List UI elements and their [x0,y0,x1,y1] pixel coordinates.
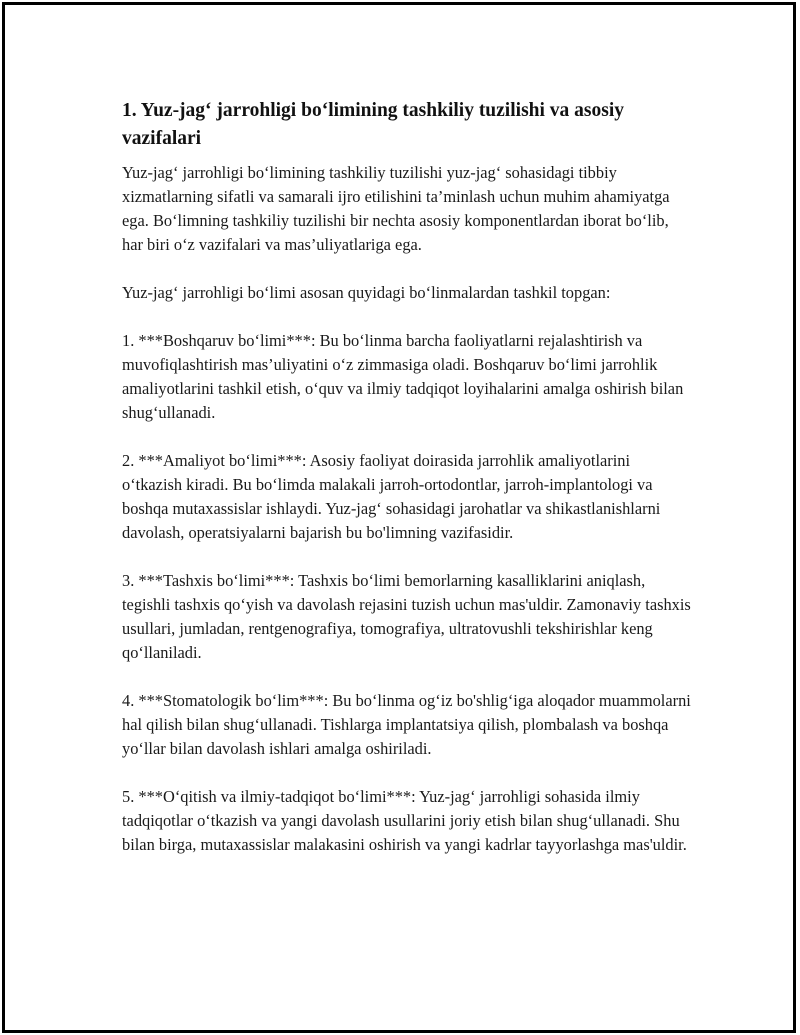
list-item-management: 1. ***Boshqaruv bo‘limi***: Bu bo‘linma barcha faoliyatlarni rejalashtirish va muvofiqlashtirish mas’uliyatini o‘z zimmasiga oladi. Boshqaruv bo‘limi jarrohlik amaliyotlarini tashkil etish, o‘quv va ilmiy tadqiqot loyihalarini amalga oshirish bilan shug‘ullanadi. [122,331,684,422]
list-item-diagnostics: 3. ***Tashxis bo‘limi***: Tashxis bo‘limi bemorlarning kasalliklarini aniqlash, tegishli tashxis qo‘yish va davolash rejasini tuzish uchun mas'uldir. Zamonaviy tashxis usullari, jumladan, rentgenografiya, tomografiya, ultratovushli tekshirishlar keng qo‘llaniladi. [122,571,691,662]
list-item-research: 5. ***O‘qitish va ilmiy-tadqiqot bo‘limi***: Yuz-jag‘ jarrohligi sohasida ilmiy tadqiqotlar o‘tkazish va yangi davolash usullarini joriy etish bilan shug‘ullanadi. Shu bilan birga, mutaxassislar malakasini oshirish va yangi kadrlar tayyorlashga mas'uldir. [122,787,687,854]
paragraph-units-lead: Yuz-jag‘ jarrohligi bo‘limi asosan quyidagi bo‘linmalardan tashkil topgan: [122,283,611,302]
list-item-dental: 4. ***Stomatologik bo‘lim***: Bu bo‘linma og‘iz bo'shlig‘iga aloqador muammolarni hal qilish bilan shug‘ullanadi. Tishlarga implantatsiya qilish, plombalash va boshqa yo‘llar bilan davolash ishlari amalga oshiriladi. [122,691,691,758]
document-body [122,97,692,881]
paragraph-intro: Yuz-jag‘ jarrohligi bo‘limining tashkiliy tuzilishi yuz-jag‘ sohasidagi tibbiy xizmatlarning sifatli va samarali ijro etilishini ta’minlash uchun muhim ahamiyatga ega. Bo‘limning tashkiliy tuzilishi bir nechta asosiy komponentlardan iborat bo‘lib, har biri o‘z vazifalari va mas’uliyatlariga ega. [122,163,670,254]
page-frame [2,2,796,1033]
list-item-operations: 2. ***Amaliyot bo‘limi***: Asosiy faoliyat doirasida jarrohlik amaliyotlarini o‘tkazish kiradi. Bu bo‘limda malakali jarroh-ortodontlar, jarroh-implantologi va boshqa mutaxassislar ishlaydi. Yuz-jag‘ sohasidagi jarohatlar va shikastlanishlarni davolash, operatsiyalarni bajarish bu bo'limning vazifasidir. [122,451,661,542]
section-heading: 1. Yuz-jag‘ jarrohligi bo‘limining tashkiliy tuzilishi va asosiy vazifalari [122,100,625,149]
